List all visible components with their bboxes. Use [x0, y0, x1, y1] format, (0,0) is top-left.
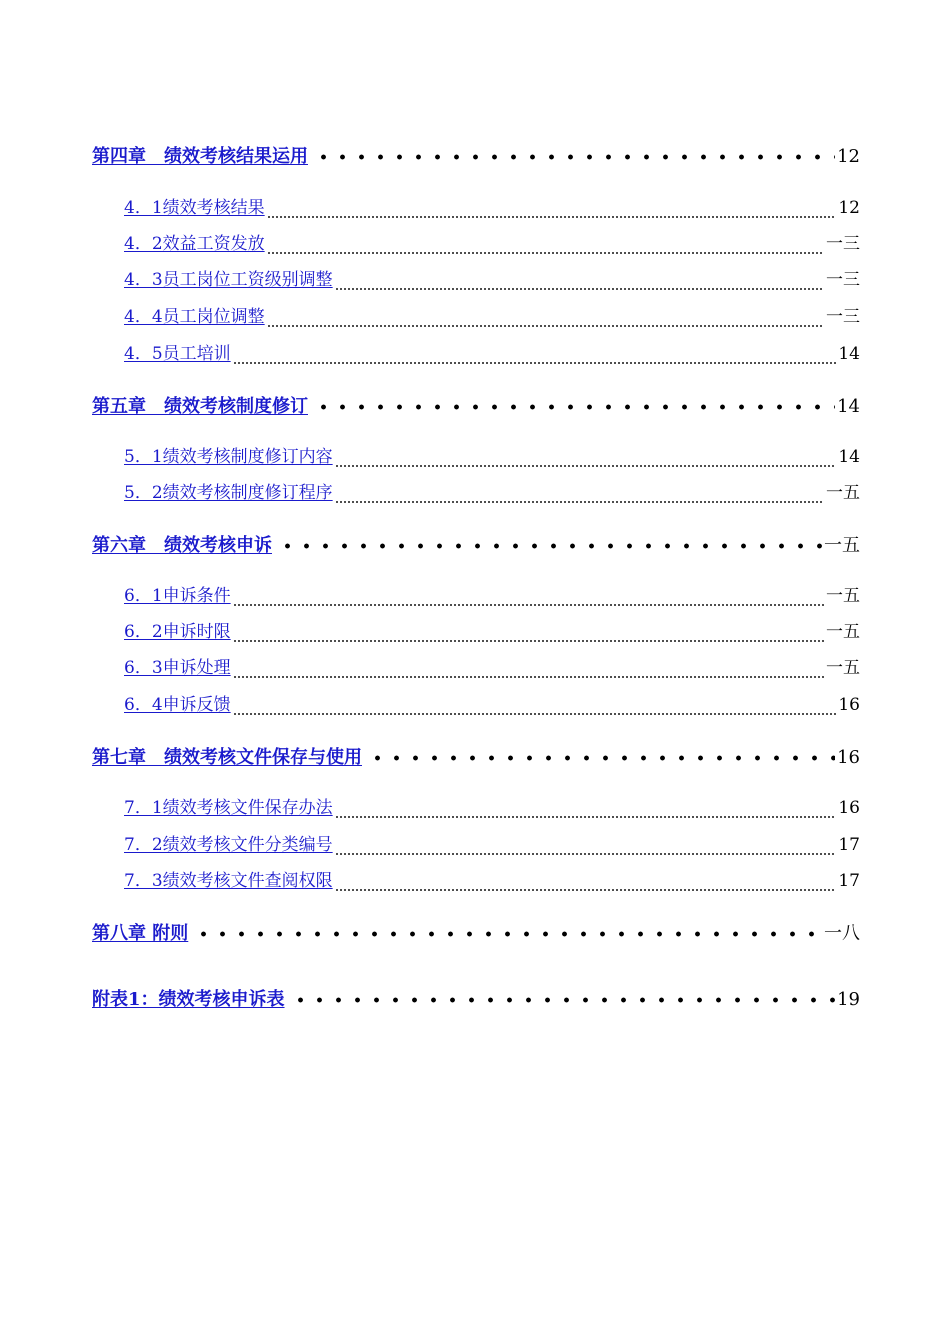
toc-entry-title[interactable]: 5．1绩效考核制度修订内容 — [124, 447, 333, 467]
toc-page-number: 一三 — [826, 307, 860, 327]
toc-page-number: 一五 — [826, 622, 860, 642]
dot-leader — [233, 592, 824, 606]
toc-entry-title[interactable]: 第七章 绩效考核文件保存与使用 — [92, 747, 362, 768]
toc-entry-chapter-4[interactable] — [92, 142, 860, 168]
toc-entry-section-6-4[interactable] — [124, 690, 860, 715]
toc-page-number: 17 — [838, 835, 860, 855]
toc-entry-title[interactable]: 第四章 绩效考核结果运用 — [92, 146, 308, 167]
dot-leader — [335, 804, 837, 818]
toc-entry-title[interactable]: 6．4申诉反馈 — [124, 695, 231, 715]
toc-entry-appendix-1[interactable] — [92, 985, 860, 1011]
toc-entry-section-6-2[interactable] — [124, 617, 860, 642]
toc-entry-title[interactable]: 第八章 附则 — [92, 923, 189, 944]
toc-entry-chapter-7[interactable] — [92, 743, 860, 769]
dot-leader — [233, 350, 837, 364]
dot-leader — [335, 453, 837, 467]
toc-entry-title[interactable]: 4．5员工培训 — [124, 344, 231, 364]
toc-page-number: 19 — [837, 989, 860, 1010]
dot-leader — [267, 240, 824, 254]
toc-page-number: 14 — [837, 396, 860, 417]
toc-entry-section-6-3[interactable] — [124, 653, 860, 678]
toc-entry-title[interactable]: 4．2效益工资发放 — [124, 234, 265, 254]
toc-entry-section-6-1[interactable] — [124, 581, 860, 606]
toc-page-number: 一三 — [826, 234, 860, 254]
toc-entry-title[interactable]: 4．4员工岗位调整 — [124, 307, 265, 327]
toc-page-number: 16 — [838, 695, 860, 715]
toc-entry-title[interactable]: 6．2申诉时限 — [124, 622, 231, 642]
toc-page-number: 一五 — [826, 586, 860, 606]
dot-leader — [335, 841, 837, 855]
toc-page-number: 16 — [838, 798, 860, 818]
toc-entry-section-7-3[interactable] — [124, 866, 860, 891]
toc-entry-title[interactable]: 附表1：绩效考核申诉表 — [92, 989, 285, 1010]
dot-leader — [190, 923, 822, 941]
toc-entry-section-4-4[interactable] — [124, 302, 860, 327]
toc-entry-title[interactable]: 第六章 绩效考核申诉 — [92, 535, 272, 556]
toc-entry-section-4-1[interactable] — [124, 193, 860, 218]
toc-page-number: 14 — [838, 344, 860, 364]
toc-entry-title[interactable]: 4．3员工岗位工资级别调整 — [124, 270, 333, 290]
toc-page-number: 16 — [837, 747, 860, 768]
dot-leader — [335, 489, 824, 503]
dot-leader — [287, 989, 836, 1007]
toc-entry-title[interactable]: 5．2绩效考核制度修订程序 — [124, 483, 333, 503]
toc-entry-title[interactable]: 6．3申诉处理 — [124, 658, 231, 678]
toc-entry-chapter-5[interactable] — [92, 392, 860, 418]
toc-page-number: 12 — [837, 146, 860, 167]
toc-entry-section-4-2[interactable] — [124, 229, 860, 254]
toc-entry-section-7-2[interactable] — [124, 830, 860, 855]
toc-page-number: 一三 — [826, 270, 860, 290]
dot-leader — [310, 146, 835, 164]
toc-entry-section-7-1[interactable] — [124, 793, 860, 818]
toc-entry-title[interactable]: 4．1绩效考核结果 — [124, 198, 265, 218]
dot-leader — [335, 877, 837, 891]
dot-leader — [310, 396, 835, 414]
toc-entry-title[interactable]: 7．3绩效考核文件查阅权限 — [124, 871, 333, 891]
toc-entry-chapter-6[interactable] — [92, 531, 860, 557]
toc-entry-section-4-3[interactable] — [124, 265, 860, 290]
dot-leader — [267, 313, 824, 327]
toc-entry-title[interactable]: 第五章 绩效考核制度修订 — [92, 396, 308, 417]
toc-entry-title[interactable]: 6．1申诉条件 — [124, 586, 231, 606]
toc-entry-section-5-2[interactable] — [124, 478, 860, 503]
toc-entry-section-4-5[interactable] — [124, 339, 860, 364]
dot-leader — [233, 664, 824, 678]
dot-leader — [233, 701, 837, 715]
dot-leader — [267, 204, 837, 218]
toc-page-number: 12 — [838, 198, 860, 218]
toc-entry-chapter-8[interactable] — [92, 919, 860, 945]
toc-entry-title[interactable]: 7．2绩效考核文件分类编号 — [124, 835, 333, 855]
toc-page-number: 一五 — [824, 535, 860, 556]
dot-leader — [364, 747, 835, 765]
toc-page-number: 14 — [838, 447, 860, 467]
toc-entry-section-5-1[interactable] — [124, 442, 860, 467]
toc-entry-title[interactable]: 7．1绩效考核文件保存办法 — [124, 798, 333, 818]
toc-page-number: 一八 — [824, 923, 860, 944]
toc-page-number: 17 — [838, 871, 860, 891]
toc-page-number: 一五 — [826, 658, 860, 678]
dot-leader — [233, 628, 824, 642]
dot-leader — [274, 535, 822, 553]
toc-page-number: 一五 — [826, 483, 860, 503]
dot-leader — [335, 276, 824, 290]
